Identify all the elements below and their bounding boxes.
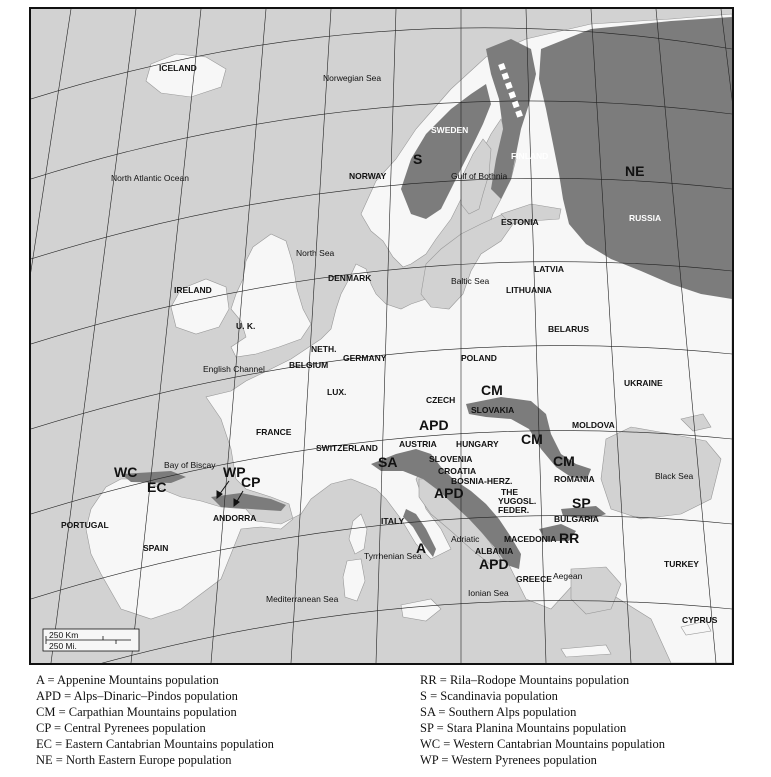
label-neth: NETH. bbox=[311, 344, 337, 354]
label-belarus: BELARUS bbox=[548, 324, 590, 334]
label-ireland: IRELAND bbox=[174, 285, 212, 295]
label-finland: FINLAND bbox=[511, 151, 549, 161]
legend-item: RR = Rila–Rodope Mountains population bbox=[420, 673, 630, 687]
label-baltic-sea: Baltic Sea bbox=[451, 276, 490, 286]
label-latvia: LATVIA bbox=[534, 264, 565, 274]
label-slovenia: SLOVENIA bbox=[429, 454, 473, 464]
label-greece: GREECE bbox=[516, 574, 552, 584]
legend-item: APD = Alps–Dinaric–Pindos population bbox=[36, 689, 238, 703]
label-italy: ITALY bbox=[381, 516, 405, 526]
pop-label-sa: SA bbox=[378, 454, 398, 470]
label-estonia: ESTONIA bbox=[501, 217, 539, 227]
pop-label-rr: RR bbox=[559, 530, 580, 546]
label-poland: POLAND bbox=[461, 353, 497, 363]
legend-right-column bbox=[420, 672, 665, 768]
label-black-sea: Black Sea bbox=[655, 471, 694, 481]
label-bulgaria: BULGARIA bbox=[554, 514, 599, 524]
label-north-sea: North Sea bbox=[296, 248, 335, 258]
label-north-atlantic: North Atlantic Ocean bbox=[111, 173, 189, 183]
label-adriatic: Adriatic bbox=[451, 534, 480, 544]
label-tyrrhenian: Tyrrhenian Sea bbox=[364, 551, 422, 561]
label-cyprus: CYPRUS bbox=[682, 615, 718, 625]
label-bay-biscay: Bay of Biscay bbox=[164, 460, 216, 470]
legend-left-column bbox=[36, 672, 274, 768]
pop-label-cp: CP bbox=[241, 474, 261, 490]
label-albania: ALBANIA bbox=[475, 546, 514, 556]
pop-label-wp: WP bbox=[223, 464, 246, 480]
pop-label-s: S bbox=[413, 151, 423, 167]
pop-label-sp: SP bbox=[572, 495, 591, 511]
label-slovakia: SLOVAKIA bbox=[471, 405, 515, 415]
label-lithuania: LITHUANIA bbox=[506, 285, 552, 295]
label-sweden: SWEDEN bbox=[431, 125, 469, 135]
legend-item: CM = Carpathian Mountains population bbox=[36, 705, 237, 719]
label-croatia: CROATIA bbox=[438, 466, 477, 476]
label-andorra: ANDORRA bbox=[213, 513, 257, 523]
label-austria: AUSTRIA bbox=[399, 439, 437, 449]
pop-label-apd-dinaric: APD bbox=[434, 485, 464, 501]
pop-label-ec: EC bbox=[147, 479, 167, 495]
label-czech: CZECH bbox=[426, 395, 456, 405]
label-moldova: MOLDOVA bbox=[572, 420, 615, 430]
label-yugoslav-name: YUGOSL. bbox=[498, 496, 537, 506]
label-yugoslav-fed: FEDER. bbox=[498, 505, 530, 515]
label-turkey: TURKEY bbox=[664, 559, 699, 569]
label-romania: ROMANIA bbox=[554, 474, 595, 484]
label-gulf-bothnia: Gulf of Bothnia bbox=[451, 171, 508, 181]
legend-item: EC = Eastern Cantabrian Mountains population bbox=[36, 737, 274, 751]
label-spain: SPAIN bbox=[143, 543, 169, 553]
legend bbox=[0, 670, 771, 777]
label-lux: LUX. bbox=[327, 387, 347, 397]
pop-label-cm-north: CM bbox=[481, 382, 503, 398]
label-france: FRANCE bbox=[256, 427, 292, 437]
legend-item: NE = North Eastern Europe population bbox=[36, 753, 232, 767]
legend-item: WC = Western Cantabrian Mountains population bbox=[420, 737, 666, 751]
label-bosnia: BOSNIA-HERZ. bbox=[451, 476, 513, 486]
label-hungary: HUNGARY bbox=[456, 439, 499, 449]
scale-km: 250 Km bbox=[49, 630, 79, 640]
label-iceland: ICELAND bbox=[159, 63, 197, 73]
legend-item: S = Scandinavia population bbox=[420, 689, 558, 703]
europe-map bbox=[29, 7, 734, 665]
scale-bar bbox=[43, 629, 139, 651]
label-ionian: Ionian Sea bbox=[468, 588, 509, 598]
legend-item: A = Appenine Mountains population bbox=[36, 673, 219, 687]
label-english-channel: English Channel bbox=[203, 364, 265, 374]
label-belgium: BELGIUM bbox=[289, 360, 329, 370]
label-norway: NORWAY bbox=[349, 171, 387, 181]
label-denmark: DENMARK bbox=[328, 273, 372, 283]
label-aegean: Aegean bbox=[553, 571, 583, 581]
pop-label-a: A bbox=[416, 540, 427, 556]
legend-item: SA = Southern Alps population bbox=[420, 705, 577, 719]
map-canvas bbox=[31, 9, 732, 663]
label-norwegian-sea: Norwegian Sea bbox=[323, 73, 382, 83]
label-russia: RUSSIA bbox=[629, 213, 662, 223]
pop-label-wc: WC bbox=[114, 464, 138, 480]
label-ukraine: UKRAINE bbox=[624, 378, 663, 388]
pop-label-ne: NE bbox=[625, 163, 645, 179]
pop-label-cm-south: CM bbox=[553, 453, 575, 469]
legend-item: CP = Central Pyrenees population bbox=[36, 721, 206, 735]
label-mediterranean: Mediterranean Sea bbox=[266, 594, 339, 604]
pop-label-apd-north: APD bbox=[419, 417, 449, 433]
pop-label-apd-pindos: APD bbox=[479, 556, 509, 572]
scale-mi: 250 Mi. bbox=[49, 641, 77, 651]
label-portugal: PORTUGAL bbox=[61, 520, 109, 530]
legend-item: WP = Western Pyrenees population bbox=[420, 753, 597, 767]
label-yugoslav-the: THE bbox=[501, 487, 518, 497]
label-switzerland: SWITZERLAND bbox=[316, 443, 378, 453]
label-germany: GERMANY bbox=[343, 353, 387, 363]
label-uk: U. K. bbox=[236, 321, 256, 331]
legend-item: SP = Stara Planina Mountains population bbox=[420, 721, 627, 735]
pop-label-cm-east: CM bbox=[521, 431, 543, 447]
label-macedonia: MACEDONIA bbox=[504, 534, 557, 544]
